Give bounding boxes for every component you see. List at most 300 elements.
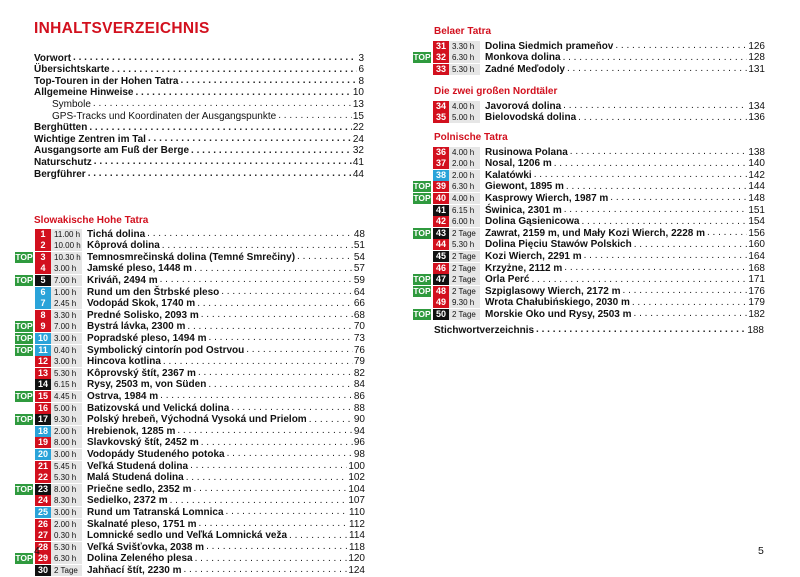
tour-entry-36[interactable] (413, 146, 765, 158)
top-badge (15, 472, 33, 483)
tour-entry-12[interactable] (15, 356, 365, 368)
toc-line[interactable] (34, 133, 364, 145)
top-badge (15, 426, 33, 437)
tour-duration: 5.00 h (449, 112, 480, 123)
tour-number: 23 (35, 484, 51, 495)
toc-page: 24 (352, 133, 364, 145)
tour-duration: 5.45 h (51, 461, 82, 472)
top-badge (413, 41, 431, 52)
tour-name: Jahňací štít, 2230 m (87, 564, 182, 576)
tour-number: 38 (433, 170, 449, 181)
section-heading: Belaer Tatra (434, 26, 492, 37)
top-badge (15, 565, 33, 576)
tour-entry-31[interactable] (413, 40, 765, 52)
toc-line[interactable] (34, 122, 364, 134)
tour-number: 14 (35, 379, 51, 390)
tour-duration: 6.00 h (449, 216, 480, 227)
tour-entry-20[interactable] (15, 448, 365, 460)
tour-name: Hrebienok, 1285 m (87, 425, 176, 437)
tour-name: Veľká Svišťovka, 2038 m (87, 541, 205, 553)
tour-name: Dolina Siedmich prameňov (485, 40, 614, 52)
tour-entry-41[interactable] (413, 204, 765, 216)
tour-number: 45 (433, 251, 449, 262)
top-badge: TOP (15, 274, 33, 285)
tour-page: 138 (748, 146, 765, 158)
tour-entry-32[interactable] (413, 52, 765, 64)
top-badge: TOP (413, 181, 431, 192)
tour-duration: 2.00 h (51, 519, 82, 530)
tour-page: 102 (348, 472, 365, 484)
tour-entry-4[interactable] (15, 263, 365, 275)
tour-name: Kalatówki (485, 169, 532, 181)
tour-number: 29 (35, 553, 51, 564)
top-badge (413, 205, 431, 216)
tour-name: Lomnické sedlo und Veľká Lomnická veža (87, 530, 288, 542)
top-badge (413, 64, 431, 75)
toc-line[interactable] (34, 75, 364, 87)
tour-name: Rysy, 2503 m, von Süden (87, 379, 207, 391)
tour-duration: 7.00 h (51, 321, 82, 332)
tour-page: 94 (353, 425, 365, 437)
tour-entry-28[interactable] (15, 541, 365, 553)
toc-line[interactable] (34, 156, 364, 168)
tour-entry-5[interactable] (15, 274, 365, 286)
tour-duration: 2.00 h (51, 426, 82, 437)
tour-name: Kôprová dolina (87, 240, 160, 252)
tour-name: Dolina Gąsienicowa (485, 216, 580, 228)
tour-entry-39[interactable] (413, 181, 765, 193)
tour-entry-17[interactable] (15, 414, 365, 426)
tour-name: Vodopády Studeného potoka (87, 448, 225, 460)
tour-entry-29[interactable] (15, 553, 365, 565)
tour-name: Bielovodská dolina (485, 112, 577, 124)
tour-page: 98 (353, 448, 365, 460)
tour-page: 118 (349, 541, 365, 553)
tour-entry-42[interactable] (413, 216, 765, 228)
top-badge (15, 298, 33, 309)
tour-page: 151 (748, 204, 765, 216)
tour-name: Kozi Wierch, 2291 m (485, 250, 582, 262)
tour-duration: 9.30 h (51, 414, 82, 425)
tour-page: 73 (353, 332, 365, 344)
tour-name: Skalnaté pleso, 1751 m (87, 518, 197, 530)
tour-duration: 7.00 h (51, 275, 82, 286)
tour-entry-35[interactable] (413, 112, 765, 124)
tour-duration: 2.00 h (449, 158, 480, 169)
tour-number: 48 (433, 286, 449, 297)
top-badge (413, 158, 431, 169)
tour-name: Sedielko, 2372 m (87, 495, 168, 507)
tour-entry-27[interactable] (15, 530, 365, 542)
tour-number: 40 (433, 193, 449, 204)
toc-text: Symbole (52, 98, 91, 110)
tour-entry-13[interactable] (15, 367, 365, 379)
tour-name: Kriváň, 2494 m (87, 274, 158, 286)
tour-number: 36 (433, 147, 449, 158)
tour-duration: 1.00 h (51, 287, 82, 298)
tour-duration: 2 Tage (449, 274, 480, 285)
tour-entry-23[interactable] (15, 483, 365, 495)
toc-page: 22 (352, 122, 364, 134)
tour-number: 41 (433, 205, 449, 216)
tour-entry-44[interactable] (413, 239, 765, 251)
toc-line[interactable] (52, 110, 364, 122)
tour-page: 120 (348, 553, 365, 565)
tour-entry-46[interactable] (413, 262, 765, 274)
toc-text: Berghütten (34, 122, 88, 134)
section-heading-slowakische-hohe-tatra: Slowakische Hohe Tatra (34, 215, 149, 226)
tour-page: 90 (353, 414, 365, 426)
tour-entry-10[interactable] (15, 332, 365, 344)
toc-line[interactable] (52, 98, 364, 110)
top-badge (15, 263, 33, 274)
page-title: INHALTSVERZEICHNIS (34, 20, 210, 37)
tour-number: 24 (35, 495, 51, 506)
top-badge (15, 379, 33, 390)
tour-name: Szpiglasowy Wierch, 2172 m (485, 285, 621, 297)
tour-page: 57 (353, 263, 365, 275)
toc-page: 10 (352, 87, 364, 99)
top-badge: TOP (15, 321, 33, 332)
tour-number: 10 (35, 333, 51, 344)
tour-duration: 4.00 h (449, 101, 480, 112)
top-badge: TOP (413, 308, 431, 319)
tour-number: 13 (35, 368, 51, 379)
tour-entry-47[interactable] (413, 274, 765, 286)
toc-page: 41 (352, 156, 364, 168)
tour-duration: 2.00 h (449, 170, 480, 181)
tour-number: 35 (433, 112, 449, 123)
tour-page: 144 (748, 181, 765, 193)
tour-page: 124 (348, 564, 365, 576)
tour-entry-40[interactable] (413, 192, 765, 204)
tour-page: 70 (353, 321, 365, 333)
toc-text: Stichwortverzeichnis (434, 324, 535, 336)
tour-number: 22 (35, 472, 51, 483)
tour-page: 112 (349, 518, 365, 530)
tour-page: 160 (748, 239, 765, 251)
tour-name: Krzyżne, 2112 m (485, 262, 563, 274)
tour-number: 5 (35, 275, 51, 286)
tour-page: 128 (748, 52, 765, 64)
tour-duration: 6.30 h (51, 553, 82, 564)
toc-text: Bergführer (34, 168, 86, 180)
tour-number: 8 (35, 310, 51, 321)
tour-page: 114 (349, 530, 365, 542)
toc-line-stichwortverzeichnis[interactable] (434, 324, 764, 336)
tour-name: Jamské pleso, 1448 m (87, 263, 193, 275)
toc-page: 3 (358, 52, 364, 64)
tour-number: 49 (433, 297, 449, 308)
tour-duration: 4.00 h (449, 147, 480, 158)
tour-duration: 0.40 h (51, 345, 82, 356)
tour-name: Orla Perć (485, 274, 530, 286)
toc-line[interactable] (34, 145, 364, 157)
toc-page: 32 (352, 145, 364, 157)
toc-page: 15 (352, 110, 364, 122)
tour-number: 15 (35, 391, 51, 402)
tour-name: Slavkovský štít, 2452 m (87, 437, 199, 449)
tour-entry-26[interactable] (15, 518, 365, 530)
tour-page: 68 (353, 309, 365, 321)
toc-page: 44 (352, 168, 364, 180)
right-page (400, 0, 800, 570)
tour-number: 6 (35, 287, 51, 298)
tour-name: Morskie Oko und Rysy, 2503 m (485, 308, 632, 320)
top-badge (15, 461, 33, 472)
tour-page: 76 (353, 344, 365, 356)
tour-name: Giewont, 1895 m (485, 181, 564, 193)
tour-page: 182 (748, 308, 765, 320)
section-heading: Die zwei großen Nordtäler (434, 86, 558, 97)
tour-duration: 2 Tage (51, 565, 82, 576)
tour-name: Popradské pleso, 1494 m (87, 332, 207, 344)
top-badge: TOP (413, 274, 431, 285)
tour-name: Świnica, 2301 m (485, 204, 562, 216)
tour-number: 2 (35, 240, 51, 251)
tour-entry-33[interactable] (413, 63, 765, 75)
tour-number: 27 (35, 530, 51, 541)
tour-name: Monkova dolina (485, 52, 561, 64)
tour-page: 88 (353, 402, 365, 414)
tour-duration: 5.30 h (449, 64, 480, 75)
tour-duration: 10.30 h (51, 252, 82, 263)
tour-entry-11[interactable] (15, 344, 365, 356)
tour-duration: 5.30 h (51, 542, 82, 553)
tour-duration: 4.00 h (449, 193, 480, 204)
top-badge (15, 530, 33, 541)
top-badge: TOP (15, 414, 33, 425)
toc-text: Vorwort (34, 52, 72, 64)
tour-name: Batizovská und Velická dolina (87, 402, 230, 414)
tour-page: 176 (748, 285, 765, 297)
tour-number: 20 (35, 449, 51, 460)
tour-duration: 2.45 h (51, 298, 82, 309)
tour-page: 86 (353, 390, 365, 402)
tour-name: Predné Solisko, 2093 m (87, 309, 199, 321)
tour-number: 17 (35, 414, 51, 425)
tour-number: 19 (35, 437, 51, 448)
tour-number: 28 (35, 542, 51, 553)
tour-duration: 5.30 h (449, 239, 480, 250)
tour-page: 168 (748, 262, 765, 274)
tour-entry-49[interactable] (413, 297, 765, 309)
tour-number: 7 (35, 298, 51, 309)
tour-page: 156 (748, 227, 765, 239)
top-badge (15, 356, 33, 367)
tour-duration: 6.15 h (51, 379, 82, 390)
tour-duration: 5.30 h (51, 472, 82, 483)
tour-duration: 2 Tage (449, 309, 480, 320)
tour-number: 3 (35, 252, 51, 263)
section-heading: Polnische Tatra (434, 132, 508, 143)
tour-page: 179 (748, 297, 765, 309)
tour-page: 48 (353, 228, 365, 240)
tour-entry-34[interactable] (413, 100, 765, 112)
tour-number: 16 (35, 403, 51, 414)
toc-text: GPS-Tracks und Koordinaten der Ausgangspunkte (52, 110, 277, 122)
top-badge (15, 437, 33, 448)
tour-entry-25[interactable] (15, 506, 365, 518)
top-badge (15, 449, 33, 460)
tour-number: 11 (35, 345, 51, 356)
tour-page: 140 (748, 158, 765, 170)
tour-entry-14[interactable] (15, 379, 365, 391)
tour-duration: 3.00 h (51, 356, 82, 367)
tour-duration: 5.00 h (51, 403, 82, 414)
top-badge (15, 542, 33, 553)
tour-number: 39 (433, 181, 449, 192)
top-badge (15, 287, 33, 298)
tour-duration: 3.00 h (51, 333, 82, 344)
top-badge (413, 101, 431, 112)
toc-line[interactable] (34, 64, 364, 76)
tour-duration: 6.30 h (449, 52, 480, 63)
top-badge: TOP (15, 483, 33, 494)
tour-page: 54 (353, 251, 365, 263)
tour-entry-1[interactable] (15, 228, 365, 240)
tour-number: 1 (35, 229, 51, 240)
toc-text: Wichtige Zentren im Tal (34, 133, 146, 145)
tour-page: 131 (748, 63, 765, 75)
tour-name: Rund um Tatranská Lomnica (87, 506, 224, 518)
tour-entry-30[interactable] (15, 564, 365, 576)
top-badge (413, 112, 431, 123)
tour-number: 9 (35, 321, 51, 332)
toc-line[interactable] (34, 52, 364, 64)
tour-number: 30 (35, 565, 51, 576)
tour-number: 47 (433, 274, 449, 285)
tour-duration: 8.30 h (51, 495, 82, 506)
top-badge: TOP (413, 192, 431, 203)
top-badge (413, 263, 431, 274)
tour-entry-50[interactable] (413, 308, 765, 320)
page-number-right: 5 (758, 545, 764, 557)
tour-name: Polský hrebeň, Východná Vysoká und Prielom (87, 414, 307, 426)
tour-entry-8[interactable] (15, 309, 365, 321)
tour-entry-6[interactable] (15, 286, 365, 298)
tour-number: 50 (433, 309, 449, 320)
tour-entry-9[interactable] (15, 321, 365, 333)
tour-duration: 11.00 h (51, 229, 82, 240)
tour-page: 107 (348, 495, 365, 507)
tour-name: Veľká Studená dolina (87, 460, 189, 472)
top-badge (15, 310, 33, 321)
top-badge (413, 170, 431, 181)
tour-entry-2[interactable] (15, 240, 365, 252)
tour-duration: 9.30 h (449, 297, 480, 308)
tour-number: 31 (433, 41, 449, 52)
top-badge: TOP (15, 390, 33, 401)
top-badge: TOP (413, 52, 431, 63)
tour-number: 33 (433, 64, 449, 75)
tour-entry-24[interactable] (15, 495, 365, 507)
tour-name: Rusinowa Polana (485, 146, 568, 158)
tour-number: 42 (433, 216, 449, 227)
tour-entry-37[interactable] (413, 158, 765, 170)
tour-entry-38[interactable] (413, 169, 765, 181)
tour-page: 59 (353, 274, 365, 286)
tour-page: 171 (748, 274, 765, 286)
tour-number: 46 (433, 263, 449, 274)
top-badge (15, 507, 33, 518)
top-badge (15, 240, 33, 251)
tour-entry-43[interactable] (413, 227, 765, 239)
tour-entry-22[interactable] (15, 472, 365, 484)
tour-number: 21 (35, 461, 51, 472)
tour-page: 164 (748, 250, 765, 262)
tour-name: Dolina Zeleného plesa (87, 553, 193, 565)
tour-name: Dolina Pięciu Stawów Polskich (485, 239, 632, 251)
top-badge (15, 519, 33, 530)
tour-number: 32 (433, 52, 449, 63)
tour-page: 79 (353, 356, 365, 368)
tour-page: 126 (748, 40, 765, 52)
tour-number: 26 (35, 519, 51, 530)
top-badge (413, 239, 431, 250)
tour-page: 66 (353, 298, 365, 310)
top-badge (413, 147, 431, 158)
top-badge (413, 216, 431, 227)
toc-text: Ausgangsorte am Fuß der Berge (34, 145, 190, 157)
tour-name: Zadné Meďodoly (485, 63, 565, 75)
tour-number: 34 (433, 101, 449, 112)
tour-entry-7[interactable] (15, 298, 365, 310)
tour-name: Priečne sedlo, 2352 m (87, 483, 192, 495)
tour-name: Vodopád Skok, 1740 m (87, 298, 196, 310)
top-badge: TOP (413, 227, 431, 238)
tour-entry-15[interactable] (15, 390, 365, 402)
tour-duration: 8.00 h (51, 484, 82, 495)
toc-line[interactable] (34, 87, 364, 99)
tour-name: Kasprowy Wierch, 1987 m (485, 192, 609, 204)
tour-duration: 2 Tage (449, 286, 480, 297)
toc-line[interactable] (34, 168, 364, 180)
top-badge (15, 403, 33, 414)
tour-page: 154 (748, 216, 765, 228)
tour-entry-3[interactable] (15, 251, 365, 263)
tour-page: 82 (353, 367, 365, 379)
top-badge (15, 368, 33, 379)
top-badge (413, 251, 431, 262)
tour-entry-21[interactable] (15, 460, 365, 472)
tour-duration: 0.30 h (51, 530, 82, 541)
top-badge (15, 495, 33, 506)
tour-name: Tichá dolina (87, 228, 146, 240)
tour-name: Hincova kotlina (87, 356, 161, 368)
tour-name: Nosal, 1206 m (485, 158, 552, 170)
tour-duration: 8.00 h (51, 437, 82, 448)
tour-entry-48[interactable] (413, 285, 765, 297)
toc-page: 188 (747, 324, 764, 336)
tour-duration: 3.00 h (51, 263, 82, 274)
tour-entry-16[interactable] (15, 402, 365, 414)
tour-entry-19[interactable] (15, 437, 365, 449)
toc-page: 6 (358, 64, 364, 76)
tour-name: Bystrá lávka, 2300 m (87, 321, 186, 333)
tour-name: Malá Studená dolina (87, 472, 184, 484)
tour-name: Javorová dolina (485, 100, 562, 112)
tour-name: Temnosmrečinská dolina (Temné Smrečiny) (87, 251, 296, 263)
tour-duration: 10.00 h (51, 240, 82, 251)
tour-entry-45[interactable] (413, 250, 765, 262)
top-badge: TOP (15, 553, 33, 564)
tour-duration: 3.30 h (449, 41, 480, 52)
tour-entry-18[interactable] (15, 425, 365, 437)
top-badge: TOP (15, 251, 33, 262)
tour-page: 136 (748, 112, 765, 124)
tour-page: 84 (353, 379, 365, 391)
